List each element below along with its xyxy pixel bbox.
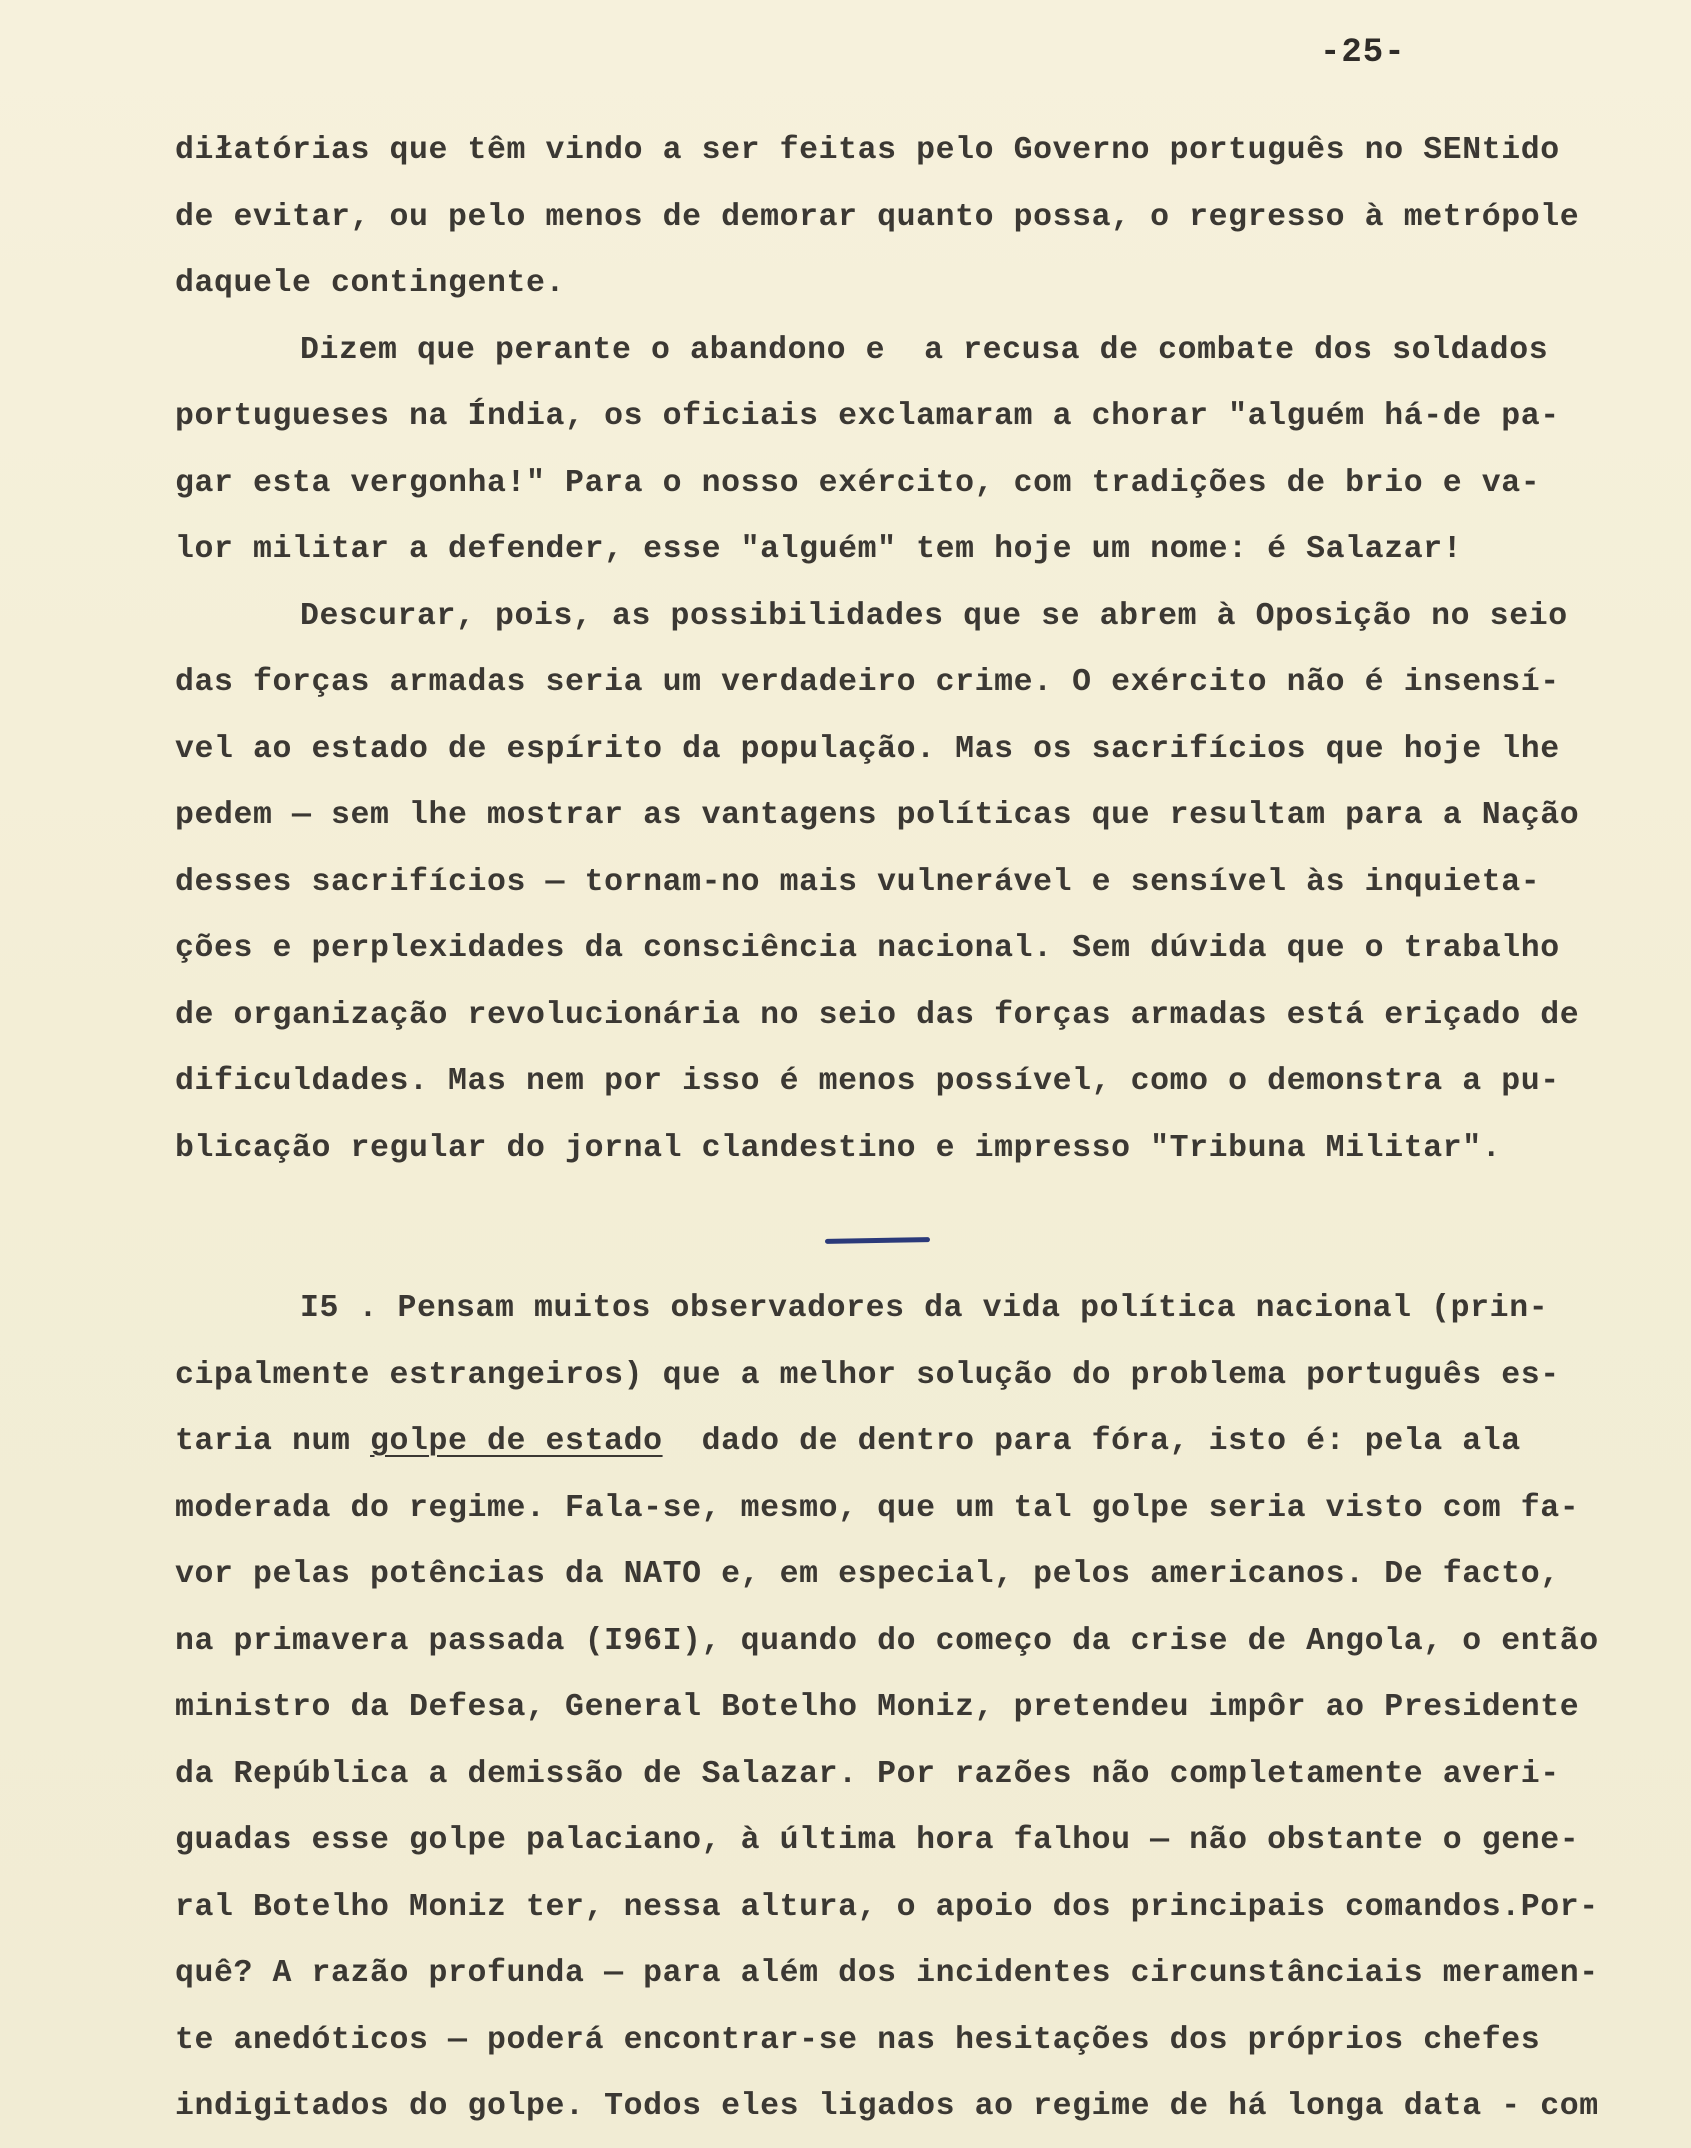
text-line: ções e perplexidades da consciência nacional. Sem dúvida que o trabalho (175, 931, 1560, 966)
text-segment: dado de dentro para fóra, isto é: pela ala (662, 1424, 1521, 1459)
text-line: I5 . Pensam muitos observadores da vida política nacional (prin- (300, 1291, 1549, 1326)
text-line: vel ao estado de espírito da população. Mas os sacrifícios que hoje lhe (175, 731, 1560, 767)
text-line: gar esta vergonha!" Para o nosso exército, com tradições de brio e va- (175, 465, 1541, 501)
text-line: cipalmente estrangeiros) que a melhor solução do problema português es- (175, 1357, 1560, 1393)
text-section-b (175, 1276, 1655, 2141)
page-number: -25- (1320, 34, 1406, 72)
text-line: moderada do regime. Fala-se, mesmo, que um tal golpe seria visto com fa- (175, 1490, 1580, 1526)
text-line: na primavera passada (I96I), quando do começo da crise de Angola, o então (175, 1623, 1599, 1659)
underlined-phrase: golpe de estado (370, 1424, 663, 1459)
text-line: dificuldades. Mas nem por isso é menos possível, como o demonstra a pu- (175, 1064, 1560, 1099)
text-line: guadas esse golpe palaciano, à última hora falhou — não obstante o gene- (175, 1823, 1580, 1858)
text-segment: taria num (175, 1424, 371, 1459)
text-line: ministro da Defesa, General Botelho Moniz, pretendeu impôr ao Presidente (175, 1690, 1580, 1725)
text-line: da República a demissão de Salazar. Por razões não completamente averi- (175, 1756, 1560, 1792)
text-line: ral Botelho Moniz ter, nessa altura, o apoio dos principais comandos.Por- (175, 1889, 1599, 1925)
text-line: de organização revolucionária no seio das forças armadas está eriçado de (175, 997, 1580, 1033)
text-line: te anedóticos — poderá encontrar-se nas hesitações dos próprios chefes (175, 2022, 1541, 2058)
text-section-a (175, 118, 1655, 1182)
text-line: Dizem que perante o abandono e a recusa de combate dos soldados (300, 332, 1549, 368)
text-line: pedem — sem lhe mostrar as vantagens políticas que resultam para a Nação (175, 798, 1580, 833)
text-line: quê? A razão profunda — para além dos incidentes circunstânciais meramen- (175, 1956, 1599, 1991)
text-line: portugueses na Índia, os oficiais exclamaram a chorar "alguém há-de pa- (175, 399, 1560, 434)
text-line: indigitados do golpe. Todos eles ligados ao regime de há longa data - com (175, 2089, 1599, 2124)
text-line: Descurar, pois, as possibilidades que se abrem à Oposição no seio (300, 598, 1568, 634)
section-separator (825, 1237, 930, 1244)
text-line: vor pelas potências da NATO e, em especial, pelos americanos. De facto, (175, 1557, 1560, 1592)
text-line: daquele contingente. (175, 266, 566, 301)
text-line: de evitar, ou pelo menos de demorar quanto possa, o regresso à metrópole (175, 199, 1580, 235)
text-line: das forças armadas seria um verdadeiro crime. O exército não é insensí- (175, 665, 1560, 700)
text-line: lor militar a defender, esse "alguém" tem hoje um nome: é Salazar! (175, 532, 1463, 567)
text-line-with-underline (175, 1409, 1655, 1476)
text-line: desses sacrifícios — tornam-no mais vulnerável e sensível às inquieta- (175, 864, 1541, 900)
text-line: blicação regular do jornal clandestino e impresso "Tribuna Militar". (175, 1130, 1502, 1166)
text-line: diłatórias que têm vindo a ser feitas pelo Governo português no SENtido (175, 133, 1560, 168)
